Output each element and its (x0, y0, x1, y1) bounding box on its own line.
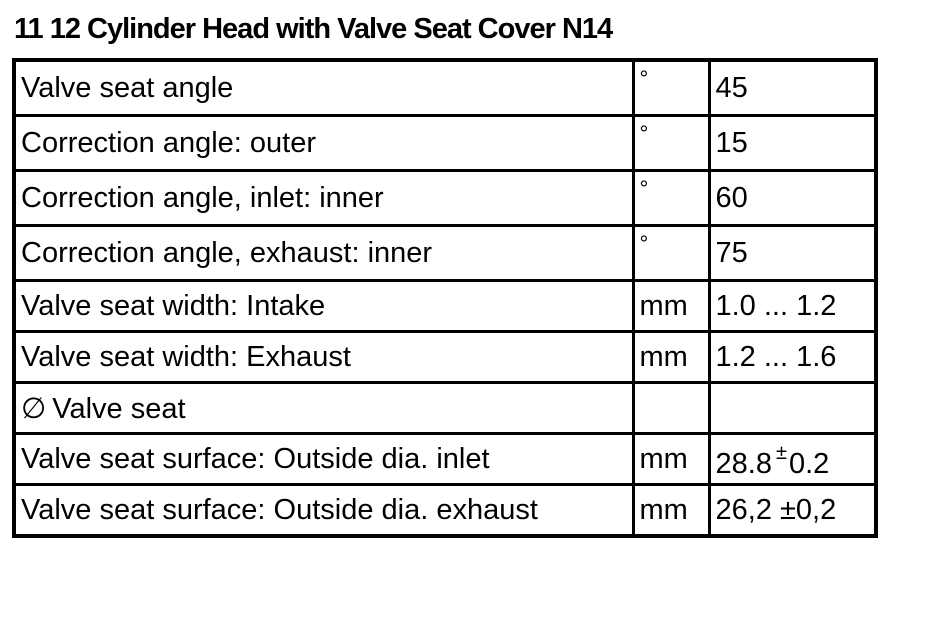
table-row (14, 281, 876, 332)
row-unit: ° (633, 171, 709, 226)
row-value (709, 434, 876, 485)
table-row (14, 434, 876, 485)
row-label: Correction angle, exhaust: inner (14, 226, 633, 281)
row-label: Valve seat angle (14, 60, 633, 116)
row-value: 60 (709, 171, 876, 226)
row-value: 26,2 ±0,2 (709, 485, 876, 537)
row-value: 15 (709, 116, 876, 171)
row-unit: mm (633, 434, 709, 485)
row-label: Correction angle, inlet: inner (14, 171, 633, 226)
row-label: Valve seat width: Intake (14, 281, 633, 332)
table-row (14, 116, 876, 171)
row-value: 45 (709, 60, 876, 116)
row-value: 1.0 ... 1.2 (709, 281, 876, 332)
table-row (14, 171, 876, 226)
page-title: 11 12 Cylinder Head with Valve Seat Cover N14 (14, 13, 613, 45)
row-label: Correction angle: outer (14, 116, 633, 171)
plus-minus-sign: ± (775, 441, 787, 464)
row-value: 75 (709, 226, 876, 281)
row-value (709, 383, 876, 434)
table-row (14, 60, 876, 116)
row-unit: mm (633, 485, 709, 537)
row-unit: ° (633, 60, 709, 116)
row-label (14, 383, 633, 434)
row-label: Valve seat surface: Outside dia. exhaust (14, 485, 633, 537)
value-tolerance: 0.2 (788, 447, 830, 480)
diameter-icon: ∅ (21, 392, 47, 425)
row-unit: ° (633, 226, 709, 281)
table-row (14, 485, 876, 537)
table-row (14, 226, 876, 281)
value-nominal: 28.8 (715, 447, 772, 480)
row-label: Valve seat width: Exhaust (14, 332, 633, 383)
specification-table (12, 58, 878, 538)
row-value: 1.2 ... 1.6 (709, 332, 876, 383)
table-row (14, 332, 876, 383)
row-unit (633, 383, 709, 434)
table-row (14, 383, 876, 434)
row-unit: ° (633, 116, 709, 171)
row-unit: mm (633, 332, 709, 383)
row-unit: mm (633, 281, 709, 332)
row-label: Valve seat surface: Outside dia. inlet (14, 434, 633, 485)
row-label-text: Valve seat (52, 392, 186, 425)
